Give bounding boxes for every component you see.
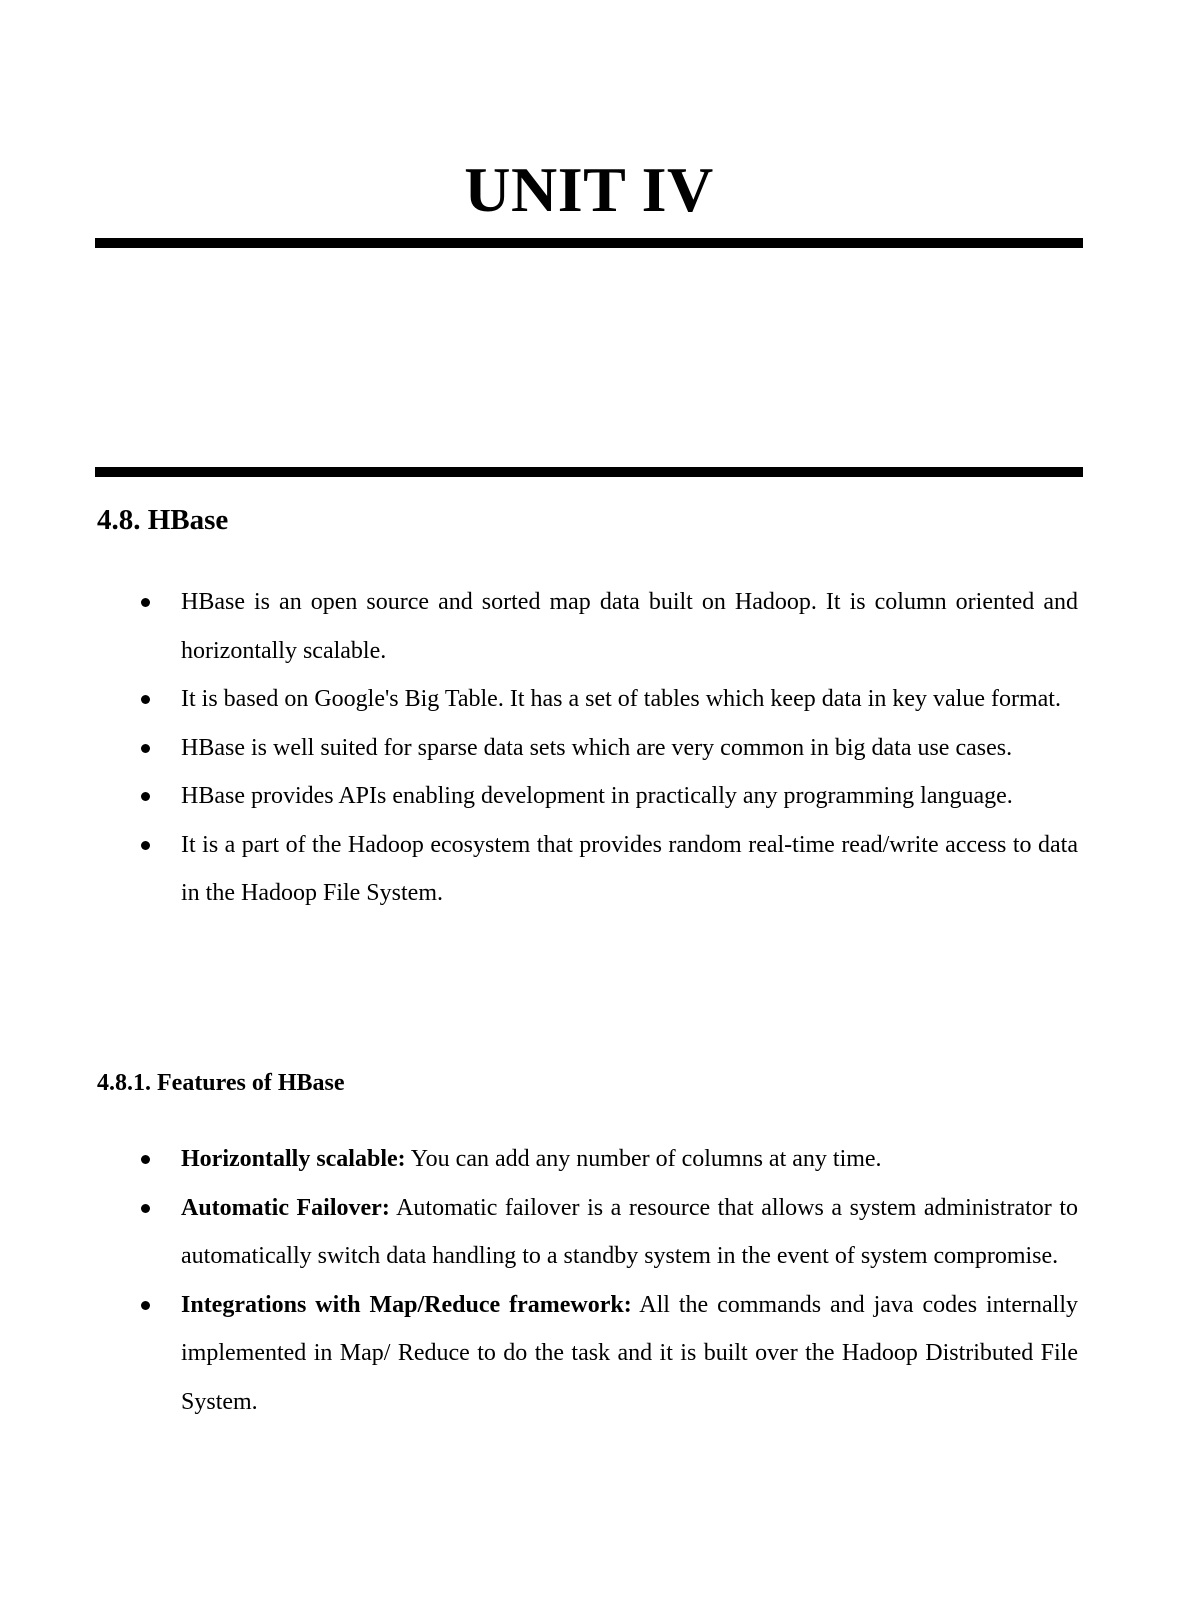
bullet-icon: [141, 1204, 150, 1213]
feature-item: [0, 1135, 1078, 1184]
bullet-icon: [141, 792, 150, 801]
unit-title: UNIT IV: [464, 154, 714, 225]
bullet-icon: [141, 744, 150, 753]
feature-text: All the commands and java codes internally implemented in Map/ Reduce to do the task and it is built over the Hadoop Distributed File System.: [181, 1291, 1078, 1415]
bullet-icon: [141, 695, 150, 704]
bullet-text: It is based on Google's Big Table. It has a set of tables which keep data in key value format.: [181, 686, 1061, 712]
feature-text: You can add any number of columns at any time.: [410, 1146, 882, 1172]
hbase-bullet-list: [0, 578, 1200, 918]
bullet-icon: [141, 1301, 150, 1310]
feature-term: Horizontally scalable:: [181, 1146, 406, 1172]
bullet-icon: [141, 841, 150, 850]
feature-term: Integrations with Map/Reduce framework:: [181, 1291, 632, 1318]
list-item: [0, 772, 1078, 821]
list-item: [0, 724, 1078, 773]
features-bullet-list: [0, 1135, 1200, 1426]
list-item: [0, 578, 1078, 675]
feature-term: Automatic Failover:: [181, 1194, 390, 1221]
list-item: [0, 675, 1078, 724]
bullet-icon: [141, 1155, 150, 1164]
feature-text: Automatic failover is a resource that allows a system administrator to automatically switch data handling to a standby system in the event of system compromise.: [181, 1194, 1078, 1269]
top-rule: [95, 238, 1083, 248]
feature-item: [0, 1281, 1078, 1427]
section-heading: 4.8. HBase: [97, 504, 229, 536]
bullet-text: It is a part of the Hadoop ecosystem that provides random real-time read/write access to data in the Hadoop File System.: [181, 831, 1078, 906]
bullet-text: HBase provides APIs enabling development in practically any programming language.: [181, 783, 1013, 809]
feature-item: [0, 1184, 1078, 1281]
bullet-icon: [141, 598, 150, 607]
list-item: [0, 821, 1078, 918]
bottom-rule: [95, 467, 1083, 477]
bullet-text: HBase is well suited for sparse data sets which are very common in big data use cases.: [181, 734, 1013, 761]
subsection-heading: 4.8.1. Features of HBase: [97, 1070, 345, 1096]
bullet-text: HBase is an open source and sorted map data built on Hadoop. It is column oriented and horizontally scalable.: [181, 589, 1078, 664]
